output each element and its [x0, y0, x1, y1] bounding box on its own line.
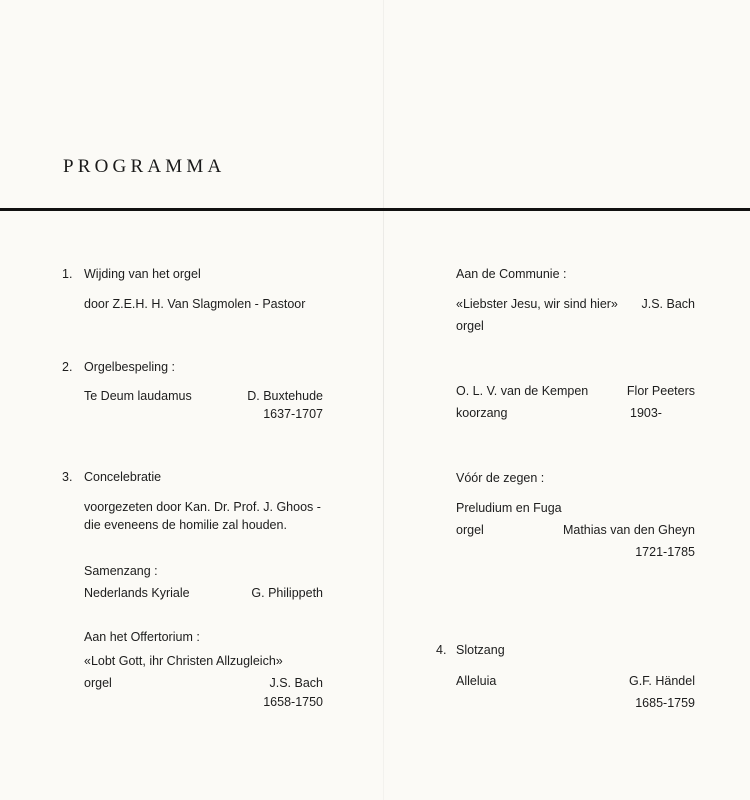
item-3-heading: Concelebratie [84, 470, 162, 484]
item-3-line-2: die eveneens de homilie zal houden. [84, 518, 287, 532]
item-1-line: door Z.E.H. H. Van Slagmolen - Pastoor [84, 297, 306, 311]
item-4-number: 4. [436, 643, 447, 657]
page-fold [383, 0, 384, 800]
communie-performer: orgel [456, 319, 484, 333]
samenzang-heading: Samenzang : [84, 564, 158, 578]
item-4-heading: Slotzang [456, 643, 505, 657]
item-4-work: Alleluia [456, 674, 497, 688]
item-2-heading: Orgelbespeling : [84, 360, 176, 374]
title-rule [0, 208, 750, 211]
samenzang-composer: G. Philippeth [251, 586, 323, 600]
item-1-heading: Wijding van het orgel [84, 267, 201, 281]
zegen-composer: Mathias van den Gheyn [562, 523, 695, 537]
olv-work: O. L. V. van de Kempen [456, 384, 589, 398]
item-2-work: Te Deum laudamus [84, 389, 192, 403]
item-4-years: 1685-1759 [635, 696, 695, 710]
item-2-composer: D. Buxtehude [247, 389, 323, 403]
zegen-years: 1721-1785 [635, 545, 695, 559]
page-title: PROGRAMMA [63, 156, 226, 177]
item-2-years: 1637-1707 [263, 407, 323, 421]
offertorium-composer: J.S. Bach [269, 676, 323, 690]
offertorium-heading: Aan het Offertorium : [84, 630, 200, 644]
item-3-number: 3. [62, 470, 73, 484]
olv-performer: koorzang [456, 406, 508, 420]
offertorium-years: 1658-1750 [263, 695, 323, 709]
olv-composer: Flor Peeters [626, 384, 695, 398]
zegen-heading: Vóór de zegen : [456, 471, 545, 485]
samenzang-work: Nederlands Kyriale [84, 586, 190, 600]
item-3-line-1: voorgezeten door Kan. Dr. Prof. J. Ghoos - [84, 500, 321, 514]
item-1-number: 1. [62, 267, 73, 281]
communie-work: «Liebster Jesu, wir sind hier» [456, 297, 618, 311]
zegen-work: Preludium en Fuga [456, 501, 562, 515]
olv-years: 1903- [630, 406, 662, 420]
offertorium-work: «Lobt Gott, ihr Christen Allzugleich» [84, 654, 283, 668]
communie-heading: Aan de Communie : [456, 267, 567, 281]
item-4-composer: G.F. Händel [628, 674, 695, 688]
communie-composer: J.S. Bach [641, 297, 695, 311]
zegen-performer: orgel [456, 523, 484, 537]
offertorium-performer: orgel [84, 676, 112, 690]
item-2-number: 2. [62, 360, 73, 374]
